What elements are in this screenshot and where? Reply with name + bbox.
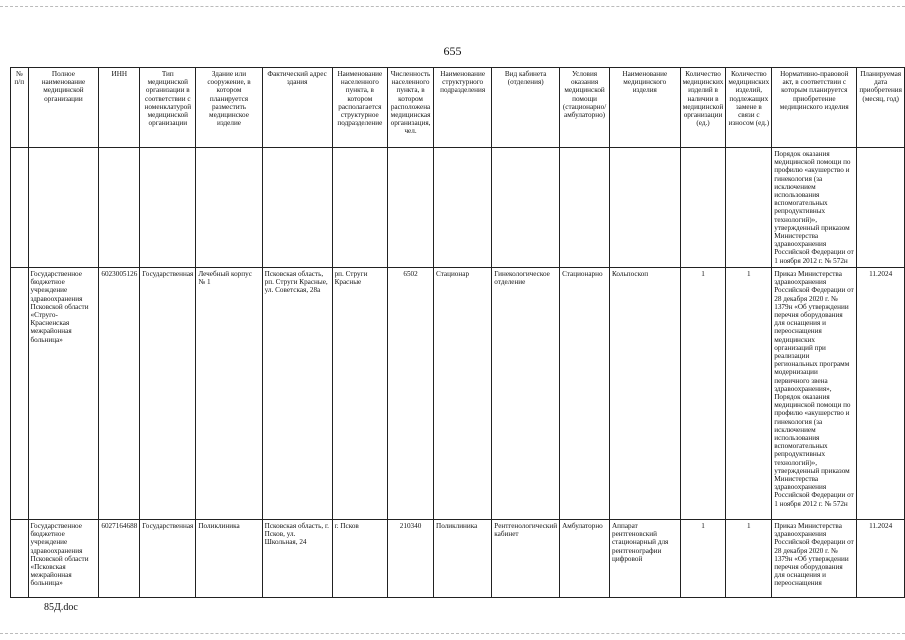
equipment-table [10,67,905,598]
cell-building: Поликлиника [196,520,262,598]
cell-address [262,148,332,268]
cell-qty-have [680,148,726,268]
cell-date: 11.2024 [857,268,905,520]
header-cell: Здание или сооружение, в котором планируется разместить медицинское изделие [196,68,262,148]
header-cell: Условия оказания медицинской помощи (стационарно/амбулаторно) [560,68,610,148]
cell-type [140,148,196,268]
cell-qty-replace: 1 [726,520,772,598]
header-cell: Количество медицинских изделий, подлежащих замене в связи с износом (ед.) [726,68,772,148]
cell-qty-have: 1 [680,268,726,520]
cell-type: Государственная [140,520,196,598]
header-cell: ИНН [99,68,140,148]
table-row [11,268,905,520]
cell-qty-replace [726,148,772,268]
cell-act: Приказ Министерства здравоохранения Российской Федерации от 28 декабря 2020 г. № 1379н «Об утверждении перечня оборудования для оснащения и переоснащения медицинских организаций при реализации региональных программ модернизации первичного звена здравоохранения», Порядок оказания медицинской помощи по профилю «акушерство и гинекология (за исключением использования вспомогательных репродуктивных технологий)», утвержденный приказом Министерства здравоохранения Российской Федерации от 1 ноября 2012 г. № 572н [772,268,857,520]
table-row [11,520,905,598]
cell-org [28,148,99,268]
cell-building: Лечебный корпус № 1 [196,268,262,520]
cell-device [609,148,680,268]
cell-conditions: Стационарно [560,268,610,520]
cell-cabinet: Гинекологическое отделение [492,268,560,520]
cell-num [11,148,29,268]
cell-inn: 6027164688 [99,520,140,598]
cell-num [11,520,29,598]
header-cell: Количество медицинских изделий в наличии в медицинской организации (ед.) [680,68,726,148]
scan-edge-bottom [0,633,905,638]
cell-date: 11.2024 [857,520,905,598]
cell-cabinet [492,148,560,268]
cell-device: Кольпоскоп [609,268,680,520]
cell-date [857,148,905,268]
cell-population: 210340 [388,520,434,598]
cell-subdivision: Поликлиника [434,520,492,598]
cell-building [196,148,262,268]
cell-subdivision [434,148,492,268]
cell-inn [99,148,140,268]
cell-act: Порядок оказания медицинской помощи по профилю «акушерство и гинекология (за исключением использования вспомогательных репродуктивных технологий)», утвержденный приказом Министерства здравоохранения Российской Федерации от 1 ноября 2012 г. № 572н [772,148,857,268]
header-cell: Тип медицинской организации в соответствии с номенклатурой медицинской организации [140,68,196,148]
cell-address: Псковская область, г. Псков, ул. Школьная, 24 [262,520,332,598]
header-cell: Наименование медицинского изделия [609,68,680,148]
cell-locality: г. Псков [332,520,388,598]
cell-type: Государственная [140,268,196,520]
header-cell: Фактический адрес здания [262,68,332,148]
cell-subdivision: Стационар [434,268,492,520]
header-row [11,68,905,148]
header-cell: Нормативно-правовой акт, в соответствии с которым планируется приобретение медицинского изделия [772,68,857,148]
cell-device: Аппарат рентгеновский стационарный для рентгенографии цифровой [609,520,680,598]
cell-inn: 6023005126 [99,268,140,520]
cell-address: Псковская область, рп. Струги Красные, ул. Советская, 28а [262,268,332,520]
header-cell: Наименование населенного пункта, в котором располагается структурное подразделение [332,68,388,148]
footer-filename: 85Д.doc [44,602,78,613]
cell-conditions: Амбулаторно [560,520,610,598]
cell-conditions [560,148,610,268]
scan-edge-top [0,6,905,11]
cell-population [388,148,434,268]
cell-num [11,268,29,520]
table-row [11,148,905,268]
header-cell: Наименование структурного подразделения [434,68,492,148]
cell-population: 6502 [388,268,434,520]
cell-qty-replace: 1 [726,268,772,520]
header-cell: Полное наименование медицинской организации [28,68,99,148]
header-cell: № п/п [11,68,29,148]
header-cell: Планируемая дата приобретения (месяц, год) [857,68,905,148]
cell-qty-have: 1 [680,520,726,598]
cell-org: Государственное бюджетное учреждение здравоохранения Псковской области «Псковская межрайонная больница» [28,520,99,598]
cell-locality: рп. Струги Красные [332,268,388,520]
cell-org: Государственное бюджетное учреждение здравоохранения Псковской области «Струго-Красненская межрайонная больница» [28,268,99,520]
header-cell: Вид кабинета (отделения) [492,68,560,148]
header-cell: Численность населенного пункта, в котором расположена медицинская организация, чел. [388,68,434,148]
cell-cabinet: Рентгенологический кабинет [492,520,560,598]
cell-act: Приказ Министерства здравоохранения Российской Федерации от 28 декабря 2020 г. № 1379н «Об утверждении перечня оборудования для оснащения и переоснащения [772,520,857,598]
page-number: 655 [443,44,462,58]
cell-locality [332,148,388,268]
